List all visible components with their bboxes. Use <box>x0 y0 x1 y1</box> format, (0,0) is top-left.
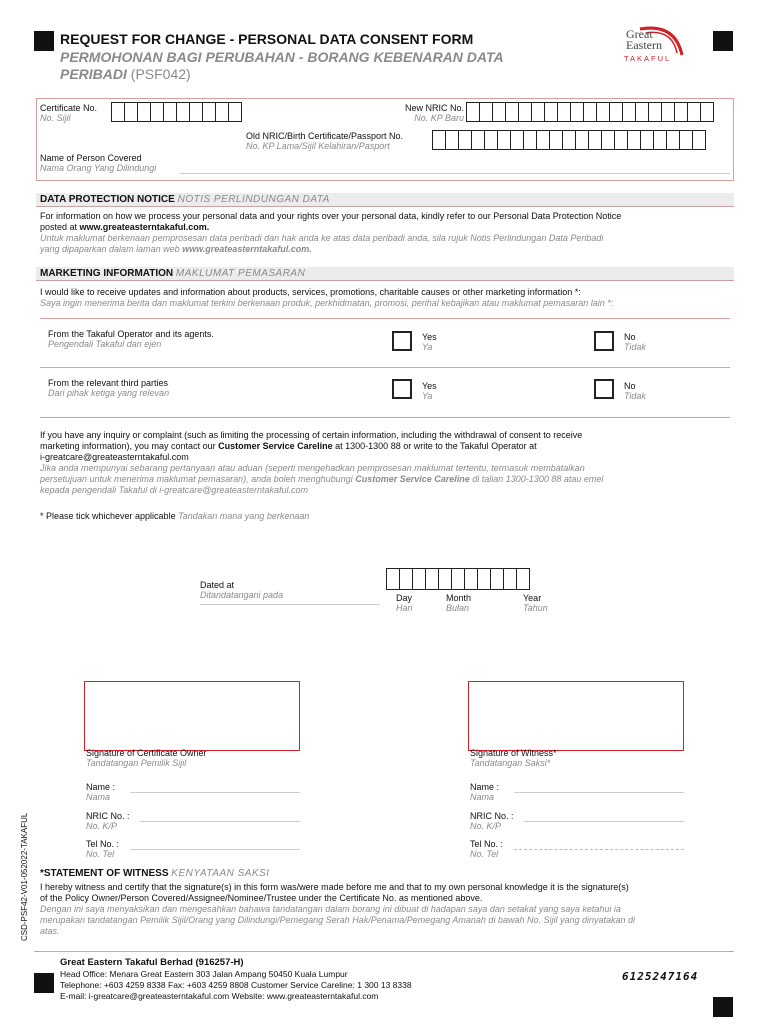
form-title: REQUEST FOR CHANGE - PERSONAL DATA CONSENT FORM <box>60 31 474 47</box>
data-protection-heading: DATA PROTECTION NOTICE NOTIS PERLINDUNGAN DATA <box>36 193 734 207</box>
owner-tel-label: Tel No. : No. Tel <box>86 839 120 859</box>
witness-name-field[interactable] <box>514 792 684 793</box>
takaful-no-label: No Tidak <box>624 332 646 352</box>
footer-company: Great Eastern Takaful Berhad (916257-H) <box>60 957 244 968</box>
owner-signature-label: Signature of Certificate Owner Tandatangan Pemilik Sijil <box>86 748 207 768</box>
new-nric-boxes[interactable] <box>466 102 713 122</box>
dated-place-field[interactable] <box>200 604 380 605</box>
form-title-ms-line2: PERIBADI (PSF042) <box>60 66 191 82</box>
data-protection-text: For information on how we process your personal data and your rights over your personal data, kindly refer to our Personal Data Protection Notice posted at www.greateasterntakaful.com. Untuk maklumat berkenaan pemprosesan data peribadi dan hak anda ke atas data peribadi anda, sila rujuk Notis Perlindungan Data Peribadi yang dipaparkan dalam laman web www.greateasterntakaful.com. <box>40 211 622 254</box>
person-covered-field[interactable] <box>180 173 730 174</box>
marketing-row-third-party-label: From the relevant third parties Dari pihak ketiga yang relevan <box>48 378 170 398</box>
witness-signature-box[interactable] <box>468 681 684 751</box>
date-boxes[interactable] <box>386 568 529 590</box>
third-party-yes-label: Yes Ya <box>422 381 437 401</box>
registration-mark-top-left <box>34 31 54 51</box>
witness-nric-label: NRIC No. : No. K/P <box>470 811 514 831</box>
side-form-code: CSD-PSF42-V01-052022-TAKAFUL <box>20 812 29 941</box>
third-party-no-label: No Tidak <box>624 381 646 401</box>
marketing-intro: I would like to receive updates and information about products, services, promotions, charitable causes or other marketing information *: Saya ingin menerima berita dan maklumat terkini berkenaan produk, perkhidmatan, promosi, perihal kebajikan atau maklumat pemasaran lain *: <box>40 287 614 308</box>
takaful-yes-label: Yes Ya <box>422 332 437 352</box>
registration-mark-top-right <box>713 31 733 51</box>
old-nric-boxes[interactable] <box>432 130 705 150</box>
witness-statement-text: I hereby witness and certify that the signature(s) in this form was/were made before me and that to my own personal knowledge it is the signature(s) of the Policy Owner/Person Covered/Assignee/Nominee/Trustee under the Certificate No. as mentioned above. Dengan ini saya menyaksikan dan mengesahkan bahawa tandatangan dalam borang ini dibuat di hadapan saya dan setakat yang saya ketahui ia merupakan tandatangan Pemilik Sijil/Orang yang Dilindungi/Pemegang Serah Hak/Penama/Pemegang Amanah di bawah No. Sijil yang dinyatakan di atas. <box>40 882 636 936</box>
owner-name-field[interactable] <box>130 792 300 793</box>
owner-nric-label: NRIC No. : No. K/P <box>86 811 130 831</box>
registration-mark-bottom-right <box>713 997 733 1017</box>
owner-tel-field[interactable] <box>130 849 300 850</box>
certificate-label: Certificate No. No. Sijil <box>40 103 98 123</box>
year-label: Year Tahun <box>523 593 548 613</box>
tick-note: * Please tick whichever applicable Tandakan mana yang berkenaan <box>40 511 310 521</box>
takaful-no-checkbox[interactable] <box>594 331 614 351</box>
witness-statement-heading: *STATEMENT OF WITNESS KENYATAAN SAKSI <box>40 868 270 879</box>
witness-nric-field[interactable] <box>524 821 684 822</box>
witness-tel-label: Tel No. : No. Tel <box>470 839 504 859</box>
marketing-row-takaful-label: From the Takaful Operator and its agents. Pengendali Takaful dan ejen <box>48 329 214 349</box>
certificate-number-boxes[interactable] <box>111 102 241 122</box>
old-nric-label: Old NRIC/Birth Certificate/Passport No. No. KP Lama/Sijil Kelahiran/Pasport <box>246 131 404 151</box>
third-party-no-checkbox[interactable] <box>594 379 614 399</box>
witness-tel-field[interactable] <box>514 849 684 850</box>
footer-contact: Head Office: Menara Great Eastern 303 Jalan Ampang 50450 Kuala Lumpur Telephone: +603 4259 8338 Fax: +603 4259 8808 Customer Service Careline: 1 300 13 8338 E-mail: i-greatcare@greateasterntakaful.com Website: www.greateasterntakaful.com <box>60 969 412 1001</box>
footer-divider <box>34 951 734 952</box>
witness-signature-label: Signature of Witness* Tandatangan Saksi* <box>470 748 557 768</box>
owner-signature-box[interactable] <box>84 681 300 751</box>
form-title-ms-line1: PERMOHONAN BAGI PERUBAHAN - BORANG KEBENARAN DATA <box>60 49 504 65</box>
inquiry-text: If you have any inquiry or complaint (such as limiting the processing of certain information, including the withdrawal of consent to receive marketing information), you may contact our Customer Service Careline at 1300-1300 88 or write to the Takaful Operator at i-greatcare@greateasterntakaful.com Jika anda mempunyai sebarang pertanyaan atau aduan (seperti mengehadkan pemprosesan maklumat tertentu, termasuk membatalkan persetujuan untuk menerima maklumat pemasaran), anda boleh menghubungi Customer Service Careline di talian 1300-1300 88 atau emel kepada pengendali Takaful di i-greatcare@greateasterntakaful.com <box>40 430 604 495</box>
new-nric-label: New NRIC No. No. KP Baru <box>404 103 464 123</box>
registration-mark-bottom-left <box>34 973 54 993</box>
owner-nric-field[interactable] <box>140 821 300 822</box>
takaful-yes-checkbox[interactable] <box>392 331 412 351</box>
owner-name-label: Name : Nama <box>86 782 116 802</box>
day-label: Day Hari <box>396 593 413 613</box>
great-eastern-logo: Great Eastern TAKAFUL <box>620 25 690 70</box>
barcode-number: 6125247164 <box>622 970 699 983</box>
month-label: Month Bulan <box>446 593 472 613</box>
witness-name-label: Name : Nama <box>470 782 500 802</box>
person-covered-label: Name of Person Covered Nama Orang Yang Dilindungi <box>40 153 157 173</box>
third-party-yes-checkbox[interactable] <box>392 379 412 399</box>
dated-label: Dated at Ditandatangani pada <box>200 580 284 600</box>
marketing-heading: MARKETING INFORMATION MAKLUMAT PEMASARAN <box>36 267 734 281</box>
